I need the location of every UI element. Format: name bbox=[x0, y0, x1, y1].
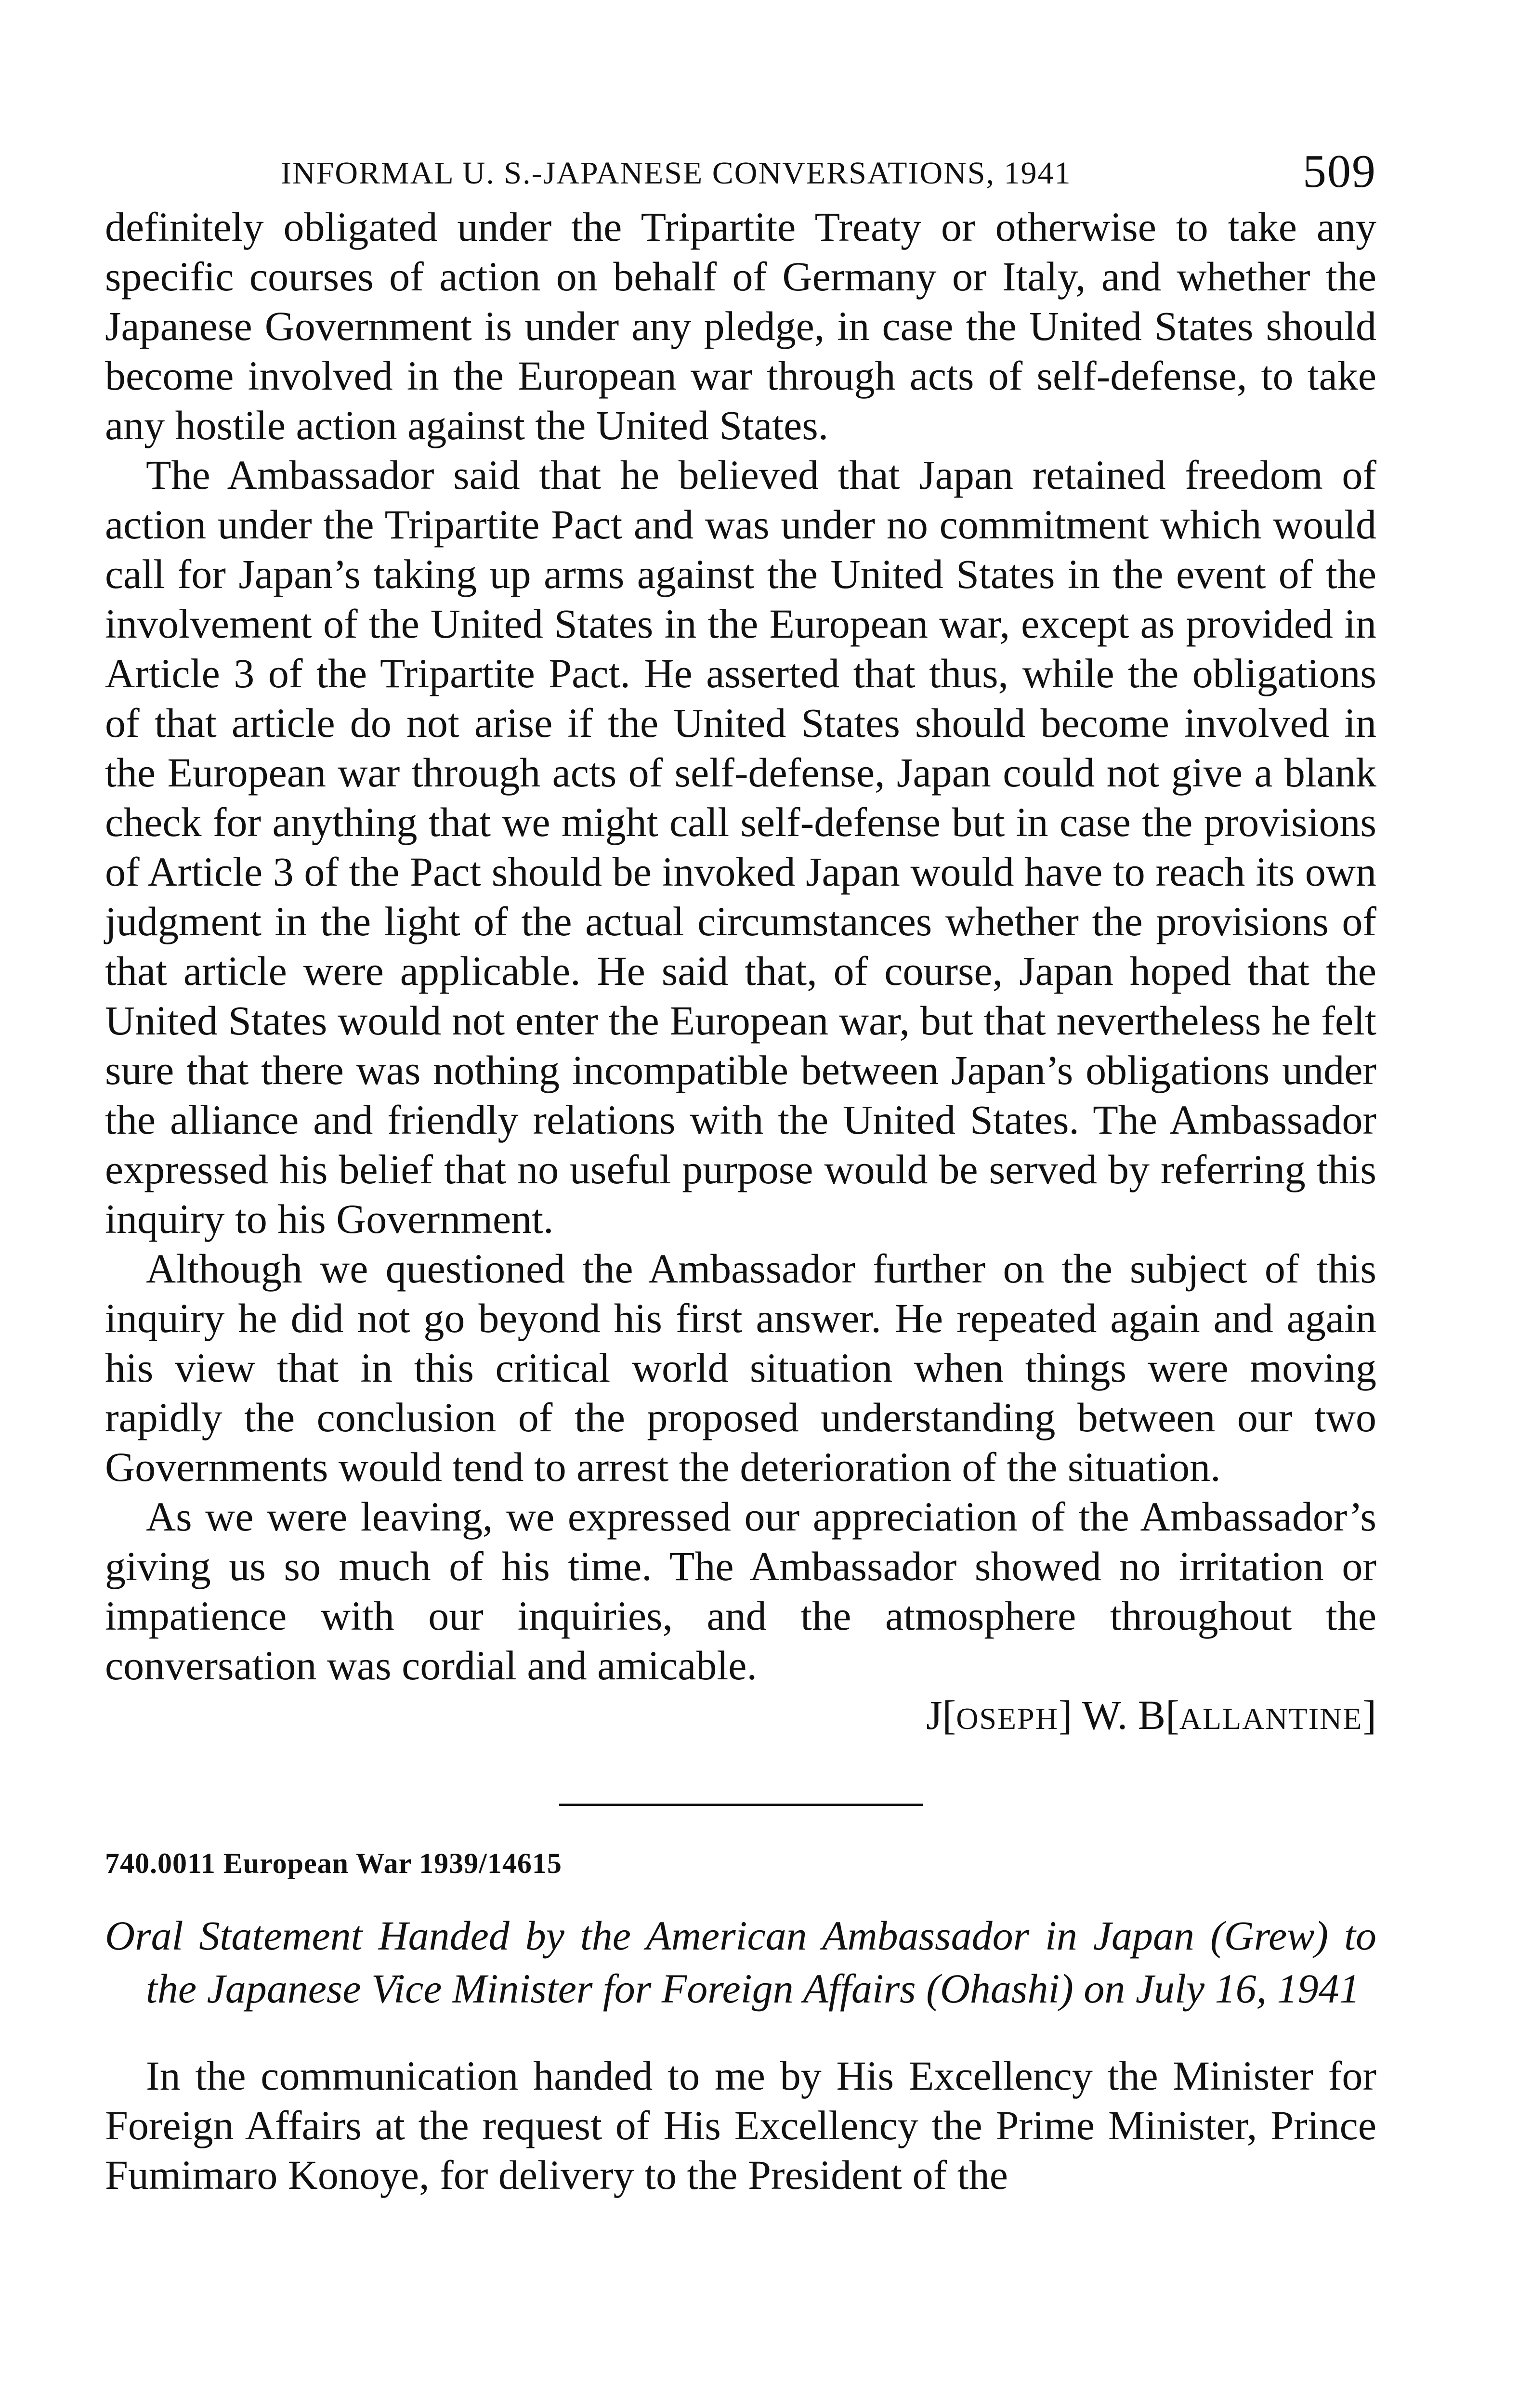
running-header bbox=[105, 144, 1376, 202]
running-title: INFORMAL U. S.-JAPANESE CONVERSATIONS, 1941 bbox=[281, 156, 1072, 191]
document-title: Oral Statement Handed by the American Ambassador in Japan (Grew) to the Japanese Vice Minister for Foreign Affairs (Ohashi) on July 16, 1941 bbox=[105, 1912, 1376, 2012]
final-body-text bbox=[105, 2051, 1376, 2200]
signature-middle: ] W. B[ bbox=[1058, 1692, 1179, 1738]
signature-close: ] bbox=[1362, 1692, 1376, 1738]
paragraph-ambassador-response: The Ambassador said that he believed that Japan retained freedom of action under the Tripartite Pact and was under no commitment which would call for Japan’s taking up arms against the United States in the event of the involvement of the United States in the European war, except as provided in Article 3 of the Tripartite Pact. He asserted that thus, while the obligations of that article do not arise if the United States should become involved in the European war through acts of self-defense, Japan could not give a blank check for anything that we might call self-defense but in case the provisions of Article 3 of the Pact should be invoked Japan would have to reach its own judgment in the light of the actual circumstances whether the provisions of that article were applicable. He said that, of course, Japan hoped that the United States would not enter the European war, but that nevertheless he felt sure that there was nothing incompatible between Japan’s obligations under the alliance and friendly relations with the United States. The Ambassador expressed his belief that no useful purpose would be served by referring this inquiry to his Government. bbox=[105, 452, 1376, 1242]
file-reference: 740.0011 European War 1939/14615 bbox=[105, 1847, 562, 1879]
paragraph-leaving: As we were leaving, we expressed our appreciation of the Ambassador’s giving us so much of his time. The Ambassador showed no irritation or impatience with our inquiries, and the atmosphere throughout the conversation was cordial and amicable. bbox=[105, 1493, 1376, 1688]
document-page bbox=[105, 144, 1376, 2200]
signature-first-name: OSEPH bbox=[956, 1701, 1059, 1736]
paragraph-communication: In the communication handed to me by His Excellency the Minister for Foreign Affairs at the request of His Excellency the Prime Minister, Prince Fumimaro Konoye, for delivery to the President of the bbox=[105, 2053, 1376, 2198]
page-number: 509 bbox=[1303, 145, 1376, 197]
section-divider bbox=[559, 1804, 923, 1806]
body-text bbox=[105, 202, 1376, 1690]
paragraph-continuation: definitely obligated under the Tripartite Treaty or otherwise to take any specific courses of action on behalf of Germany or Italy, and whether the Japanese Government is under any pledge, in case the United States should become involved in the European war through acts of self-defense, to take any hostile action against the United States. bbox=[105, 204, 1376, 448]
signature-last-name: ALLANTINE bbox=[1179, 1701, 1363, 1736]
signature-initial: J[ bbox=[926, 1692, 956, 1738]
paragraph-further-questioning: Although we questioned the Ambassador further on the subject of this inquiry he did not go beyond his first answer. He repeated again and again his view that in this critical world situation when things were moving rapidly the conclusion of the proposed understanding between our two Governments would tend to arrest the deterioration of the situation. bbox=[105, 1245, 1376, 1490]
signature bbox=[105, 1690, 1376, 1743]
